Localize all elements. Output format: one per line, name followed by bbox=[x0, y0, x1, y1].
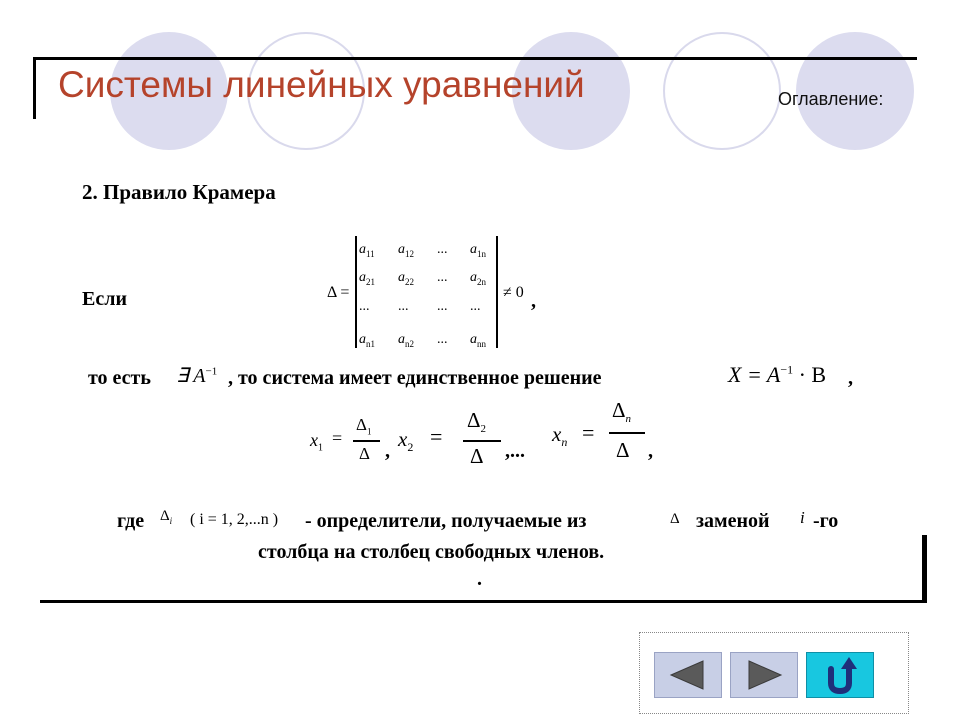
xn-comma: , bbox=[648, 440, 653, 462]
xn-numerator: $\Delta_n$ bbox=[612, 398, 632, 426]
if-label: Если bbox=[82, 288, 127, 310]
x1-denominator: Δ bbox=[359, 444, 370, 463]
matrix-cell: $a_{1n}$ bbox=[470, 242, 486, 259]
matrix-comma: , bbox=[531, 290, 536, 312]
matrix-cell: $a_{12}$ bbox=[398, 242, 414, 259]
x2-fraction-bar bbox=[463, 440, 501, 442]
solution-formula-rest: · B bbox=[798, 362, 827, 387]
matrix-cell: ... bbox=[437, 299, 448, 314]
exists-inverse-base: ∃ A bbox=[176, 365, 206, 387]
decor-ring-2 bbox=[663, 32, 781, 150]
x2-denominator: Δ bbox=[470, 444, 484, 468]
x1-fraction-bar bbox=[353, 440, 380, 442]
x2-symbol: $x_2$ bbox=[398, 427, 414, 455]
exists-inverse bbox=[176, 363, 217, 388]
system-solution-text: , то система имеет единственное решение bbox=[228, 367, 602, 389]
xn-fraction-bar bbox=[609, 432, 645, 434]
triangle-right-icon bbox=[731, 653, 797, 697]
x2-equals: = bbox=[430, 424, 443, 449]
xn-equals: = bbox=[582, 420, 595, 445]
slide-title: Системы линейных уравнений bbox=[58, 64, 585, 105]
x1-comma: , bbox=[385, 440, 390, 462]
solution-formula bbox=[728, 362, 826, 388]
i-symbol: i bbox=[800, 508, 805, 527]
matrix-cell: ... bbox=[359, 299, 370, 314]
xn-denominator: Δ bbox=[616, 438, 630, 462]
matrix-cell: $a_{n2}$ bbox=[398, 332, 414, 349]
x2-numerator: $\Delta_2$ bbox=[467, 408, 487, 436]
matrix-cell: $a_{n1}$ bbox=[359, 332, 375, 349]
toc-link[interactable]: Оглавление: bbox=[778, 89, 884, 109]
formula-ellipsis: ,... bbox=[505, 440, 525, 462]
where-label: где bbox=[117, 510, 145, 532]
go-suffix: -го bbox=[813, 510, 839, 532]
x1-symbol: $x_1$ bbox=[310, 430, 323, 454]
solution-comma: , bbox=[848, 367, 853, 389]
matrix-cell: ... bbox=[437, 332, 448, 347]
matrix-cell: ... bbox=[470, 299, 481, 314]
x1-numerator: $\Delta_1$ bbox=[356, 415, 372, 437]
matrix-cell: $a_{21}$ bbox=[359, 270, 375, 287]
frame-top-line bbox=[33, 57, 917, 60]
triangle-left-icon bbox=[655, 653, 721, 697]
matrix-right-bar bbox=[496, 236, 498, 348]
delta-i: $\Delta_i$ bbox=[160, 508, 173, 526]
determinants-text: - определители, получаемые из bbox=[305, 510, 587, 532]
delta-symbol: Δ bbox=[670, 511, 680, 527]
delta-equals: Δ = bbox=[327, 284, 350, 301]
exists-inverse-exp: −1 bbox=[205, 365, 218, 378]
solution-formula-exp: −1 bbox=[780, 362, 794, 377]
matrix-cell: ... bbox=[437, 242, 448, 257]
u-turn-arrow-icon bbox=[807, 653, 873, 697]
section-title: 2. Правило Крамера bbox=[82, 180, 276, 204]
solution-formula-lhs: X = A bbox=[728, 362, 781, 387]
frame-bottom-line bbox=[40, 600, 927, 603]
matrix-cell: $a_{22}$ bbox=[398, 270, 414, 287]
that-is-label: то есть bbox=[88, 367, 151, 389]
matrix-cell: $a_{2n}$ bbox=[470, 270, 486, 287]
return-button[interactable] bbox=[806, 652, 874, 698]
matrix-cell: ... bbox=[437, 270, 448, 285]
matrix-cell: ... bbox=[398, 299, 409, 314]
final-dot: . bbox=[477, 568, 482, 590]
second-line-text: столбца на столбец свободных членов. bbox=[258, 541, 605, 563]
index-range: ( i = 1, 2,...n ) bbox=[190, 511, 279, 528]
frame-left-line bbox=[33, 57, 36, 119]
xn-symbol: $x_n$ bbox=[552, 422, 568, 450]
frame-right-line bbox=[922, 535, 927, 602]
matrix-cell: $a_{11}$ bbox=[359, 242, 375, 259]
previous-slide-button[interactable] bbox=[654, 652, 722, 698]
replacement-text: заменой bbox=[696, 510, 770, 532]
x1-equals: = bbox=[332, 428, 343, 448]
matrix-left-bar bbox=[355, 236, 357, 348]
not-equal-zero: ≠ 0 bbox=[503, 284, 524, 301]
next-slide-button[interactable] bbox=[730, 652, 798, 698]
matrix-cell: $a_{nn}$ bbox=[470, 332, 486, 349]
